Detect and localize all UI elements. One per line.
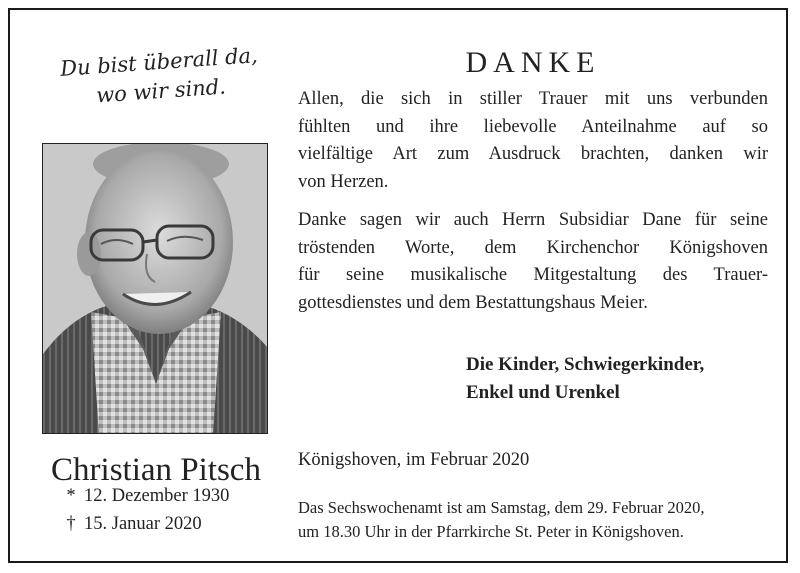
- motto: [48, 40, 272, 113]
- portrait-photo: [42, 143, 268, 434]
- birth-date-line: [62, 486, 282, 507]
- death-date-line: [62, 514, 282, 535]
- mass-notice: [298, 496, 778, 544]
- portrait-icon: [43, 144, 268, 434]
- paragraph-1-line: von Herzen.: [298, 171, 389, 192]
- paragraph-2-line: Danke sagen wir auch Herrn Subsidiar Dane für seine: [298, 210, 768, 230]
- thanks-paragraph-1: [298, 86, 768, 196]
- motto-line-1: Du bist überall da,: [59, 43, 259, 81]
- notice-line-2: um 18.30 Uhr in der Pfarrkirche St. Peter in Königshoven.: [298, 522, 684, 541]
- place-date: Königshoven, im Februar 2020: [298, 450, 530, 470]
- signature-line-2: Enkel und Urenkel: [466, 382, 620, 403]
- paragraph-2-line: gottesdienstes und dem Bestattungshaus Meier.: [298, 292, 648, 313]
- death-cross-icon: †: [66, 514, 76, 534]
- paragraph-1-line: Allen, die sich in stiller Trauer mit uns verbunden: [298, 89, 768, 109]
- deceased-name: Christian Pitsch: [51, 452, 261, 488]
- obituary-frame: [8, 8, 788, 563]
- paragraph-1-line: fühlten und ihre liebevolle Anteilnahme auf so: [298, 116, 768, 137]
- paragraph-2-line: tröstenden Worte, dem Kirchenchor Königshoven: [298, 237, 768, 258]
- death-date: 15. Januar 2020: [84, 514, 202, 534]
- notice-line-1: Das Sechswochenamt ist am Samstag, dem 29. Februar 2020,: [298, 498, 705, 517]
- thanks-heading: DANKE: [465, 46, 601, 79]
- birth-date: 12. Dezember 1930: [84, 486, 230, 506]
- thanks-paragraph-2: [298, 207, 768, 317]
- family-signature: [466, 351, 786, 407]
- birth-star-icon: *: [66, 486, 76, 506]
- paragraph-2-line: für seine musikalische Mitgestaltung des Trauer-: [298, 265, 768, 285]
- paragraph-1-line: vielfältige Art zum Ausdruck brachten, danken wir: [298, 144, 768, 164]
- signature-line-1: Die Kinder, Schwiegerkinder,: [466, 354, 705, 375]
- motto-line-2: wo wir sind.: [95, 74, 227, 108]
